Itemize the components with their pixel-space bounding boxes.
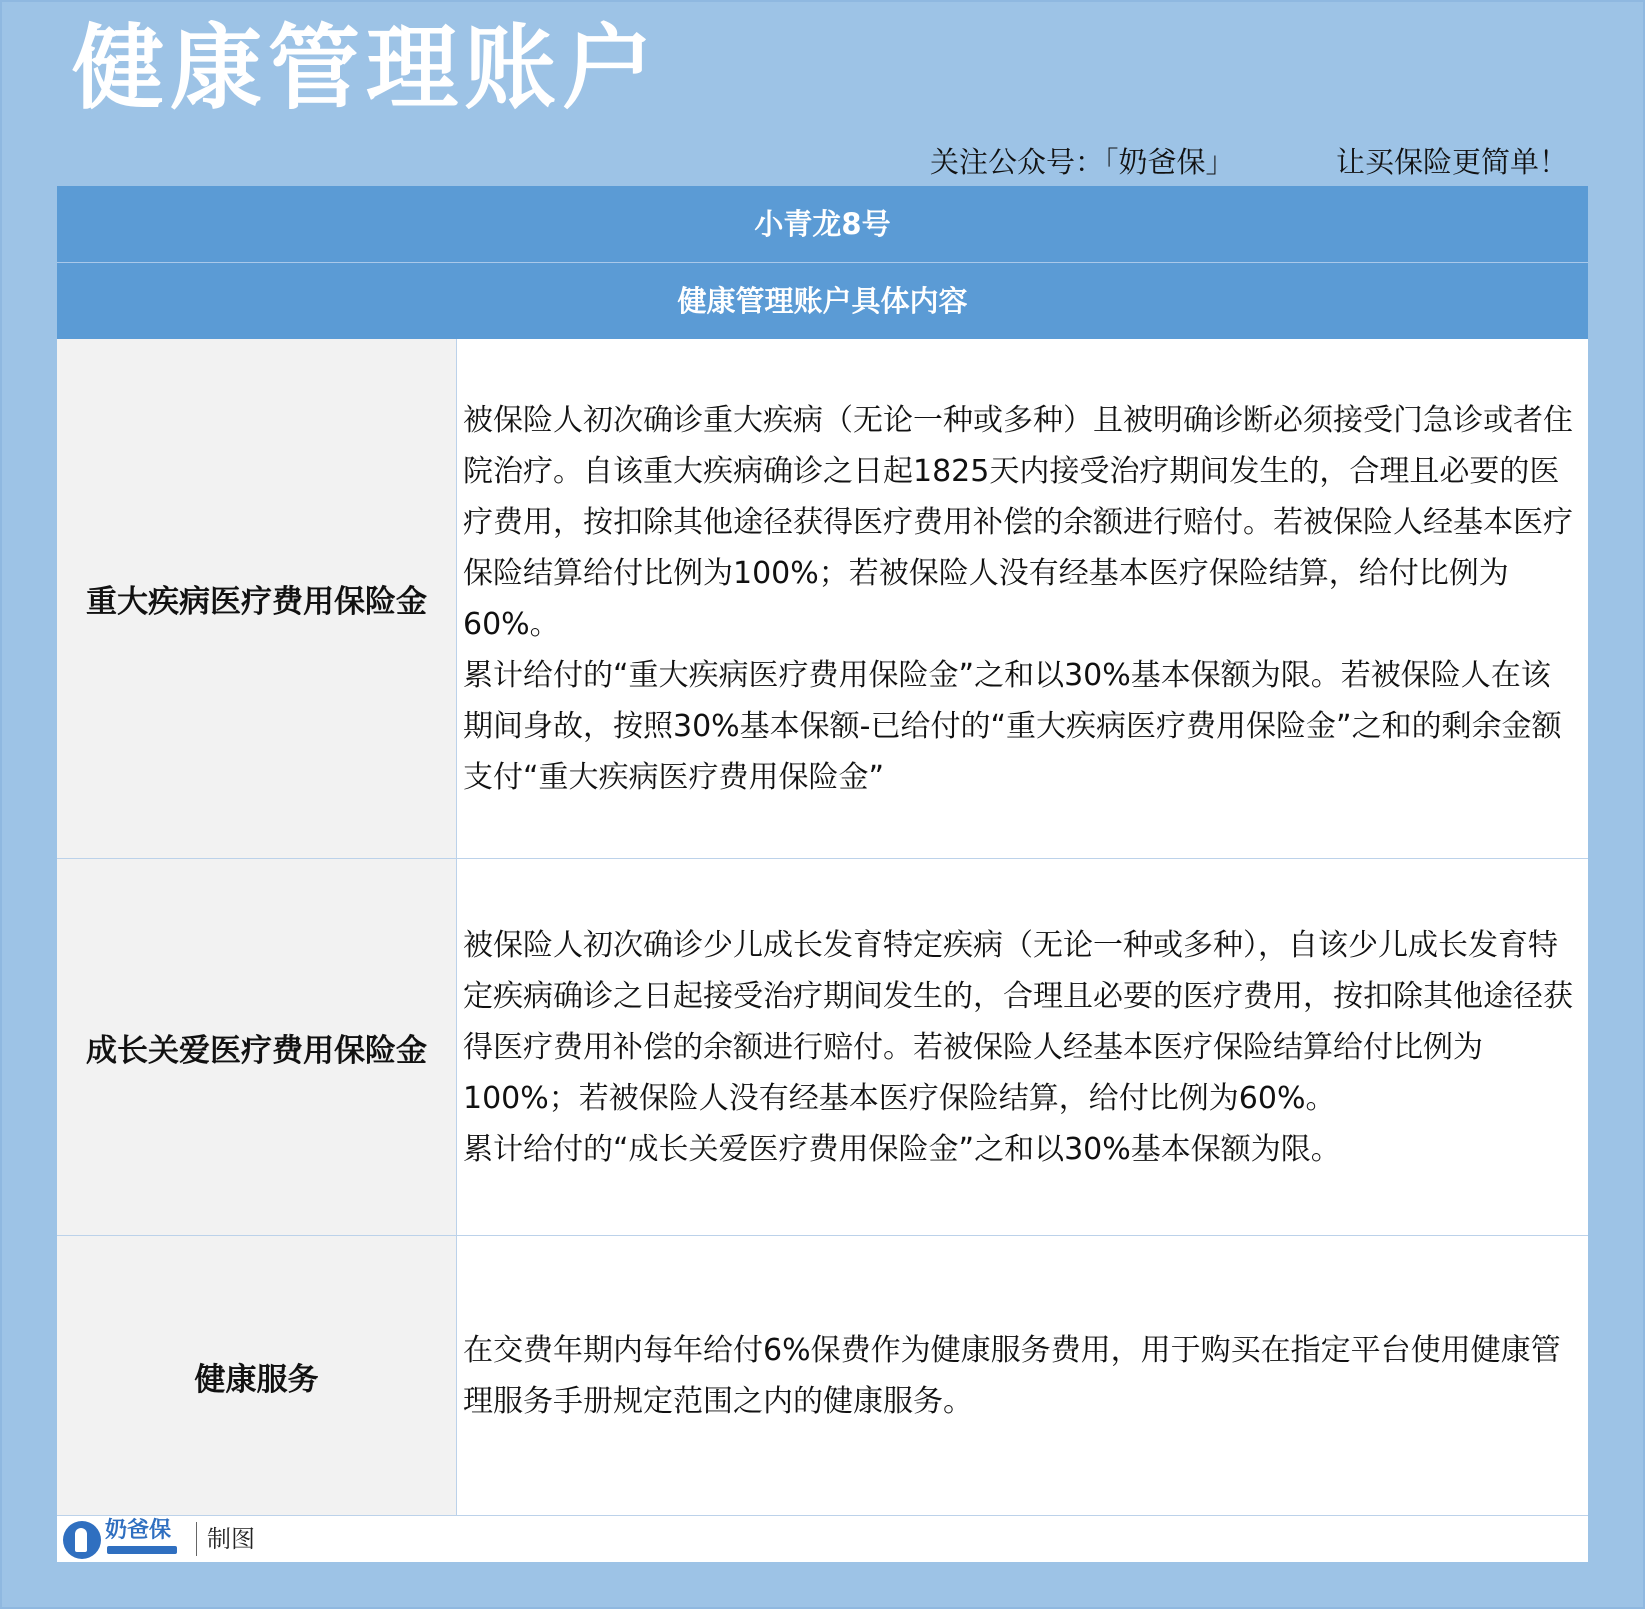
footer-credit — [57, 1516, 1588, 1562]
row-content — [463, 339, 1574, 858]
info-table — [57, 186, 1588, 1562]
row-label: 健康服务 — [57, 1236, 456, 1516]
footer-divider — [196, 1522, 197, 1556]
row-label: 重大疾病医疗费用保险金 — [57, 339, 456, 858]
slogan-text: 让买保险更简单！ — [1336, 145, 1569, 179]
column-divider — [456, 1236, 457, 1516]
column-divider — [456, 339, 457, 858]
row-paragraph: 在交费年期内每年给付6%保费作为健康服务费用，用于购买在指定平台使用健康管理服务手册规定范围之内的健康服务。 — [463, 1333, 1561, 1419]
row-paragraph: 累计给付的“重大疾病医疗费用保险金”之和以30%基本保额为限。若被保险人在该期间身故，按照30%基本保额-已给付的“重大疾病医疗费用保险金”之和的剩余金额支付“重大疾病医疗费用保险金” — [463, 657, 1562, 795]
row-paragraph: 被保险人初次确诊少儿成长发育特定疾病（无论一种或多种），自该少儿成长发育特定疾病确诊之日起接受治疗期间发生的，合理且必要的医疗费用，按扣除其他途径获得医疗费用补偿的余额进行赔付。若被保险人经基本医疗保险结算给付比例为100%；若被保险人没有经基本医疗保险结算，给付比例为60%。 — [463, 927, 1573, 1116]
made-by-text: 制图 — [207, 1525, 255, 1553]
row-label: 成长关爱医疗费用保险金 — [57, 859, 456, 1235]
table-row-critical-illness — [57, 339, 1588, 858]
logo-tagline-bar — [107, 1546, 177, 1554]
page-title: 健康管理账户 — [72, 15, 661, 122]
row-content — [463, 859, 1574, 1235]
logo-text: 奶爸保 — [105, 1518, 172, 1543]
naibabao-logo-icon — [63, 1521, 101, 1559]
table-row-health-service — [57, 1236, 1588, 1516]
row-paragraph: 被保险人初次确诊重大疾病（无论一种或多种）且被明确诊断必须接受门急诊或者住院治疗。自该重大疾病确诊之日起1825天内接受治疗期间发生的，合理且必要的医疗费用，按扣除其他途径获得医疗费用补偿的余额进行赔付。若被保险人经基本医疗保险结算给付比例为100%；若被保险人没有经基本医疗保险结算，给付比例为60%。 — [463, 402, 1573, 642]
table-row-growth-care — [57, 859, 1588, 1235]
product-name-header: 小青龙8号 — [57, 186, 1588, 262]
section-title-header: 健康管理账户具体内容 — [57, 263, 1588, 339]
column-divider — [456, 859, 457, 1235]
row-content — [463, 1236, 1574, 1516]
follow-text: 关注公众号：「奶爸保」 — [930, 145, 1235, 179]
row-paragraph: 累计给付的“成长关爱医疗费用保险金”之和以30%基本保额为限。 — [463, 1131, 1341, 1167]
